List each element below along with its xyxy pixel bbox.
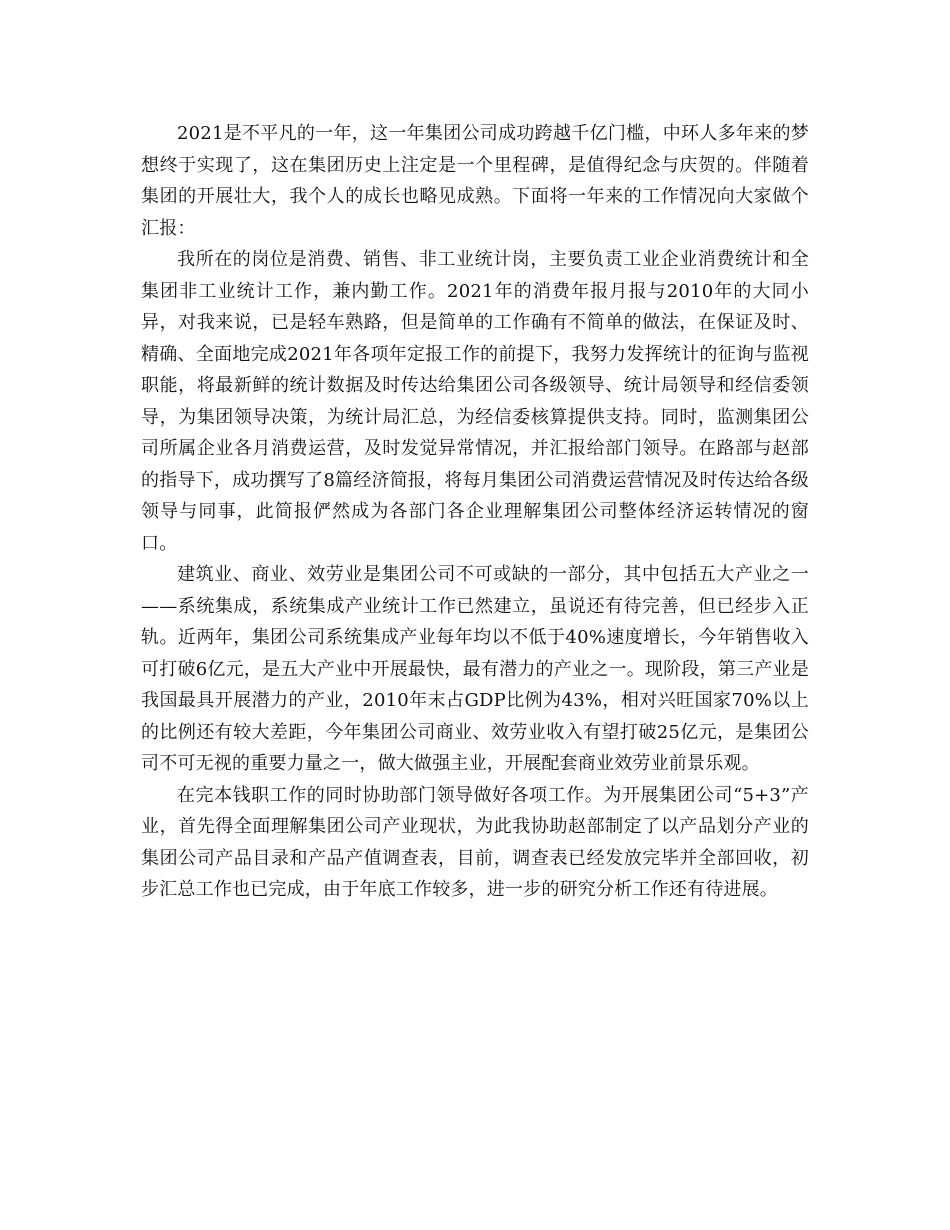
paragraph-annual-summary-intro: 2021是不平凡的一年，这一年集团公司成功跨越千亿门槛，中环人多年来的梦想终于实现了，这在集团历史上注定是一个里程碑，是值得纪念与庆贺的。伴随着集团的开展壮大，我个人的成长也略见成熟。下面将一年来的工作情况向大家做个汇报： — [141, 123, 809, 239]
document-body — [141, 118, 809, 906]
paragraph-tertiary-industry: 建筑业、商业、效劳业是集团公司不可或缺的一部分，其中包括五大产业之一——系统集成，系统集成产业统计工作已然建立，虽说还有待完善，但已经步入正轨。近两年，集团公司系统集成产业每年均以不低于40%速度增长，今年销售收入可打破6亿元，是五大产业中开展最快，最有潜力的产业之一。现阶段，第三产业是我国最具开展潜力的产业，2010年末占GDP比例为43%，相对兴旺国家70%以上的比例还有较大差距，今年集团公司商业、效劳业收入有望打破25亿元，是集团公司不可无视的重要力量之一，做大做强主业，开展配套商业效劳业前景乐观。 — [141, 564, 809, 774]
paragraph-position-duties: 我所在的岗位是消费、销售、非工业统计岗，主要负责工业企业消费统计和全集团非工业统计工作，兼内勤工作。2021年的消费年报月报与2010年的大同小异，对我来说，已是轻车熟路，但是简单的工作确有不简单的做法，在保证及时、精确、全面地完成2021年各项年定报工作的前提下，我努力发挥统计的征询与监视职能，将最新鲜的统计数据及时传达给集团公司各级领导、统计局领导和经信委领导，为集团领导决策，为统计局汇总，为经信委核算提供支持。同时，监测集团公司所属企业各月消费运营，及时发觉异常情况，并汇报给部门领导。在路部与赵部的指导下，成功撰写了8篇经济简报，将每月集团公司消费运营情况及时传达给各级领导与同事，此简报俨然成为各部门各企业理解集团公司整体经济运转情况的窗口。 — [141, 249, 809, 554]
paragraph-assisting-department: 在完本钱职工作的同时协助部门领导做好各项工作。为开展集团公司“5+3”产业，首先得全面理解集团公司产业现状，为此我协助赵部制定了以产品划分产业的集团公司产品目录和产品产值调查表，目前，调查表已经发放完毕并全部回收，初步汇总工作也已完成，由于年底工作较多，进一步的研究分析工作还有待进展。 — [141, 784, 809, 900]
